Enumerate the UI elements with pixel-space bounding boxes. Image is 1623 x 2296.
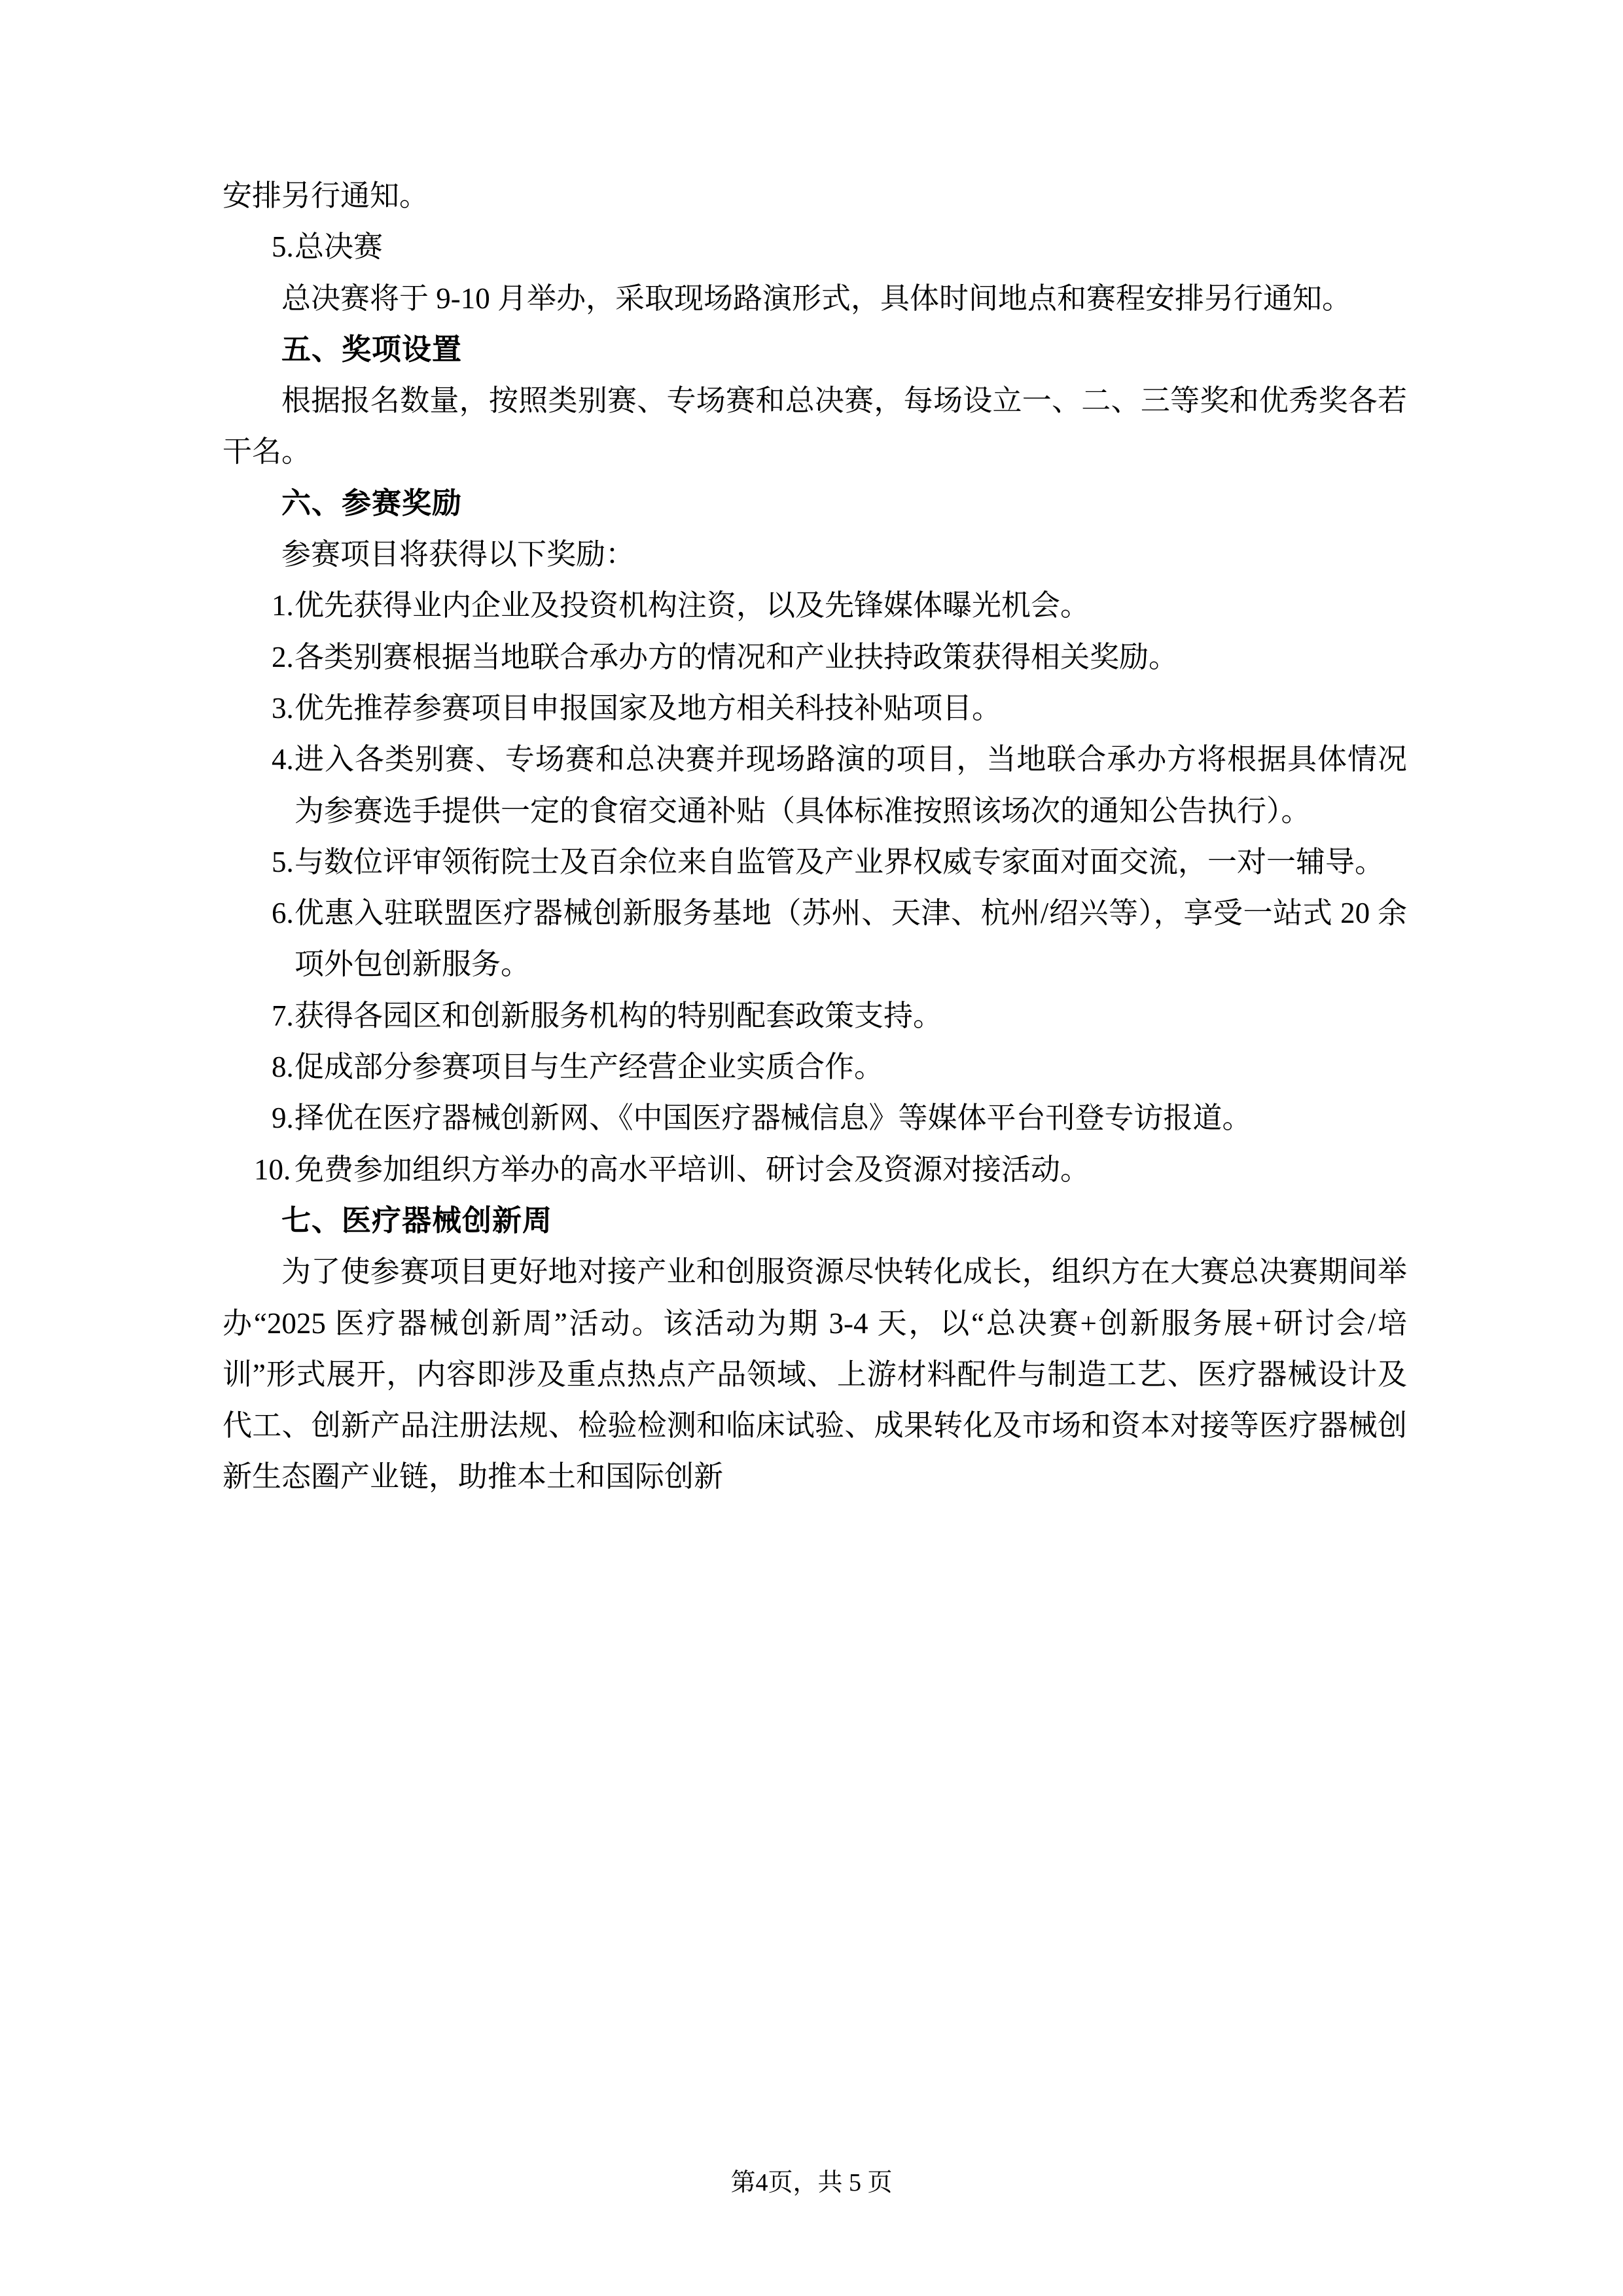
list-item: [223, 990, 1407, 1041]
list-number: 10.: [254, 1153, 291, 1186]
list-text: 优先获得业内企业及投资机构注资，以及先锋媒体曝光机会。: [294, 589, 1090, 622]
list-item: [223, 1041, 1407, 1092]
list-item-final-round-heading: [223, 221, 1407, 272]
list-number: 5.: [272, 845, 294, 878]
list-text: 优先推荐参赛项目申报国家及地方相关科技补贴项目。: [294, 691, 1002, 725]
list-number: 5.: [272, 230, 294, 264]
paragraph-continuation: 安排另行通知。: [223, 179, 429, 212]
paragraph-innovation-week: 为了使参赛项目更好地对接产业和创服资源尽快转化成长，组织方在大赛总决赛期间举办“2025 医疗器械创新周”活动。该活动为期 3-4 天，以“总决赛+创新服务展+研讨会/培训”形式展开，内容即涉及重点热点产品领域、上游材料配件与制造工艺、医疗器械设计及代工、创新产品注册法规、检验检测和临床试验、成果转化及市场和资本对接等医疗器械创新生态圈产业链，助推本土和国际创新: [223, 1255, 1407, 1494]
list-text: 与数位评审领衔院士及百余位来自监管及产业界权威专家面对面交流，一对一辅导。: [294, 845, 1385, 878]
list-item: [223, 580, 1407, 631]
list-text: 免费参加组织方举办的高水平培训、研讨会及资源对接活动。: [294, 1153, 1090, 1186]
paragraph-awards-intro: 参赛项目将获得以下奖励：: [281, 538, 635, 571]
list-number: 8.: [272, 1050, 294, 1084]
list-number: 4.: [272, 743, 294, 776]
list-item: [223, 632, 1407, 683]
list-number: 2.: [272, 640, 294, 673]
list-number: 6.: [272, 897, 294, 930]
section-heading-five: 五、奖项设置: [281, 332, 463, 366]
list-item: [223, 1092, 1407, 1143]
list-number: 7.: [272, 999, 294, 1032]
list-number: 3.: [272, 691, 294, 725]
list-text: 各类别赛根据当地联合承办方的情况和产业扶持政策获得相关奖励。: [294, 640, 1179, 673]
list-text: 获得各园区和创新服务机构的特别配套政策支持。: [294, 999, 943, 1032]
list-item: [223, 1144, 1407, 1195]
list-text: 总决赛: [294, 230, 383, 264]
list-number: 1.: [272, 589, 294, 622]
list-item: [223, 836, 1407, 888]
list-text: 促成部分参赛项目与生产经营企业实质合作。: [294, 1050, 884, 1084]
document-body: [223, 170, 1407, 1503]
list-item: [223, 734, 1407, 836]
paragraph-final-round: 总决赛将于 9-10 月举办，采取现场路演形式，具体时间地点和赛程安排另行通知。: [281, 281, 1351, 315]
paragraph-awards-setup: 根据报名数量，按照类别赛、专场赛和总决赛，每场设立一、二、三等奖和优秀奖各若干名。: [223, 384, 1407, 469]
section-heading-seven: 七、医疗器械创新周: [281, 1203, 553, 1237]
list-number: 9.: [272, 1102, 294, 1135]
list-text: 优惠入驻联盟医疗器械创新服务基地（苏州、天津、杭州/绍兴等），享受一站式 20 余项外包创新服务。: [294, 897, 1407, 981]
section-heading-six: 六、参赛奖励: [281, 486, 463, 520]
list-text: 进入各类别赛、专场赛和总决赛并现场路演的项目，当地联合承办方将根据具体情况为参赛选手提供一定的食宿交通补贴（具体标准按照该场次的通知公告执行）。: [294, 743, 1407, 827]
list-item: [223, 888, 1407, 990]
list-text: 择优在医疗器械创新网、《中国医疗器械信息》等媒体平台刊登专访报道。: [294, 1102, 1252, 1135]
page-footer: 第4页，共 5 页: [730, 2169, 893, 2197]
list-item: [223, 683, 1407, 734]
